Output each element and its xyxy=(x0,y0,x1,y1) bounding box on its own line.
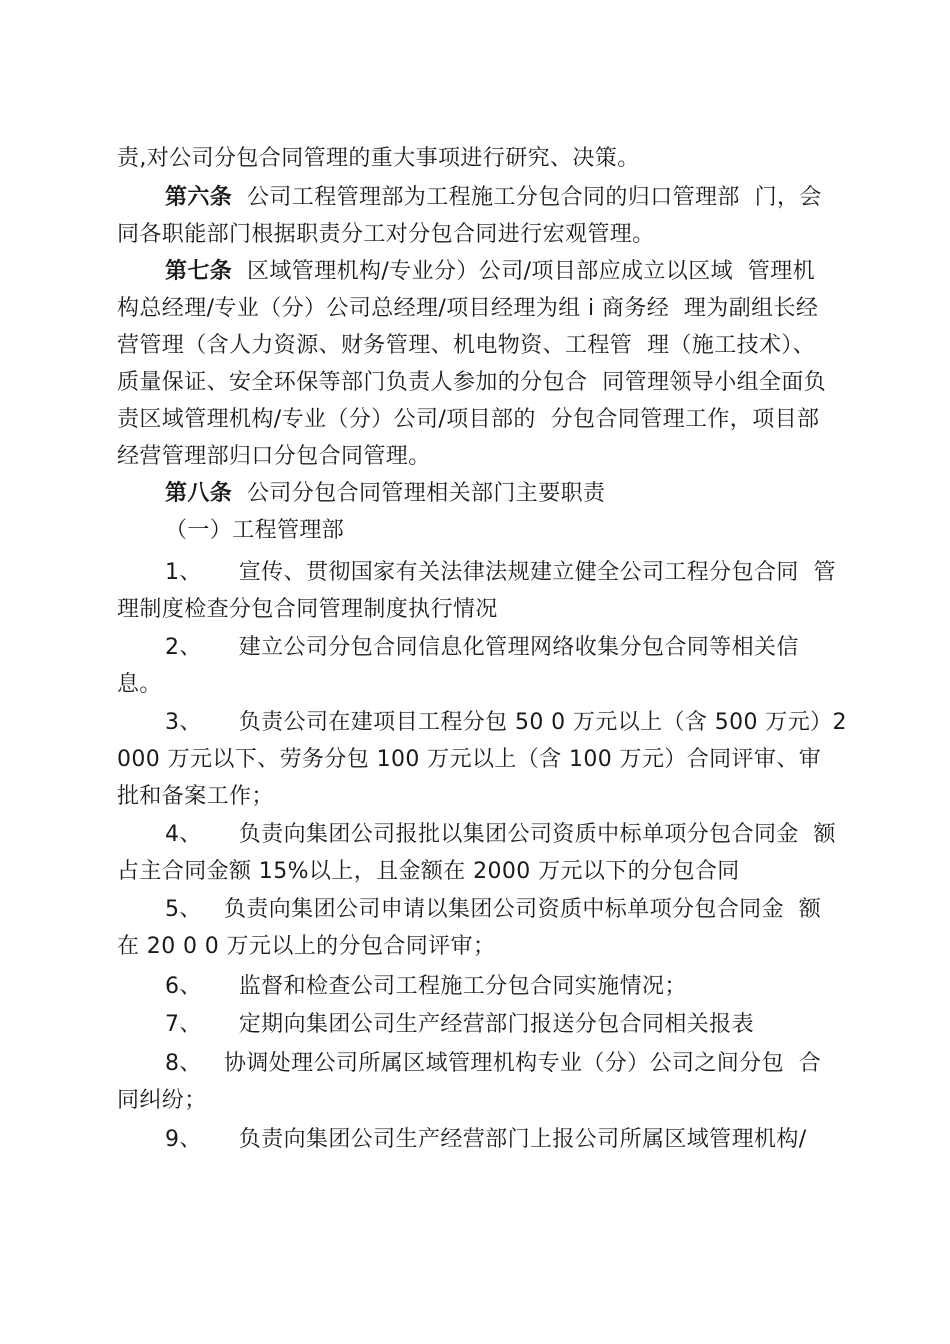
text-line xyxy=(117,857,862,887)
article-heading: 第七条 xyxy=(165,259,233,284)
line-text: 同各职能部门根据职责分工对分包合同进行宏观管理。 xyxy=(117,222,655,247)
list-item-8 xyxy=(165,1049,862,1079)
text-line xyxy=(117,595,862,625)
line-text: 1、 宣传、贯彻国家有关法律法规建立健全公司工程分包合同 管 xyxy=(165,560,836,585)
line-text: 7、 定期向集团公司生产经营部门报送分包合同相关报表 xyxy=(165,1012,754,1037)
line-text: 批和备案工作； xyxy=(117,784,274,809)
line-text: 责,对公司分包合同管理的重大事项进行研究、决策。 xyxy=(117,146,640,171)
line-text: 3、 负责公司在建项目工程分包 50 0 万元以上（含 500 万元）2 xyxy=(165,710,847,735)
line-text: 公司分包合同管理相关部门主要职责 xyxy=(232,481,606,506)
line-text: 6、 监督和检查公司工程施工分包合同实施情况； xyxy=(165,974,687,999)
line-text: 责区域管理机构/专业（分）公司/项目部的 分包合同管理工作，项目部 xyxy=(117,407,820,432)
line-text: 8、 协调处理公司所属区域管理机构专业（分）公司之间分包 合 xyxy=(165,1051,822,1076)
line-text: 5、 负责向集团公司申请以集团公司资质中标单项分包合同金 额 xyxy=(165,897,822,922)
line-text: 9、 负责向集团公司生产经营部门上报公司所属区域管理机构/ xyxy=(165,1127,807,1152)
line-text: 4、 负责向集团公司报批以集团公司资质中标单项分包合同金 额 xyxy=(165,822,836,847)
text-line xyxy=(117,368,862,398)
text-line xyxy=(117,220,862,250)
line-text: 理制度检查分包合同管理制度执行情况 xyxy=(117,597,498,622)
list-item-4 xyxy=(165,820,862,850)
line-text: 营管理（含人力资源、财务管理、机电物资、工程管 理（施工技术）、 xyxy=(117,333,816,358)
line-text: 质量保证、安全环保等部门负责人参加的分包合 同管理领导小组全面负 xyxy=(117,370,827,395)
list-item-1 xyxy=(165,558,862,588)
line-text: 构总经理/专业（分）公司总经理/项目经理为组 i 商务经 理为副组长经 xyxy=(117,296,819,321)
list-item-3 xyxy=(165,708,862,738)
text-line xyxy=(117,670,862,700)
text-line xyxy=(117,1086,862,1116)
line-text: 在 20 0 0 万元以上的分包合同评审； xyxy=(117,934,496,959)
line-text: 区域管理机构/专业分）公司/项目部应成立以区域 管理机 xyxy=(232,259,816,284)
article-heading: 第六条 xyxy=(165,185,233,210)
text-line xyxy=(117,294,862,324)
line-text: 占主合同金额 15%以上，且金额在 2000 万元以下的分包合同 xyxy=(117,859,740,884)
list-item-9 xyxy=(165,1125,862,1155)
line-text: 息。 xyxy=(117,672,162,697)
article-6-line xyxy=(165,183,862,213)
article-7-line xyxy=(165,257,862,287)
list-item-5 xyxy=(165,895,862,925)
text-line xyxy=(117,144,862,174)
list-item-6 xyxy=(165,972,862,1002)
section-heading xyxy=(165,516,862,546)
line-text: 公司工程管理部为工程施工分包合同的归口管理部 门，会 xyxy=(232,185,822,210)
list-item-7 xyxy=(165,1010,862,1040)
text-line xyxy=(117,331,862,361)
article-heading: 第八条 xyxy=(165,481,233,506)
text-line xyxy=(117,745,862,775)
text-line xyxy=(117,782,862,812)
text-line xyxy=(117,405,862,435)
line-text: （一）工程管理部 xyxy=(165,518,345,543)
line-text: 2、 建立公司分包合同信息化管理网络收集分包合同等相关信 xyxy=(165,635,799,660)
text-line xyxy=(117,932,862,962)
line-text: 经营管理部归口分包合同管理。 xyxy=(117,444,431,469)
list-item-2 xyxy=(165,633,862,663)
text-line xyxy=(117,442,862,472)
article-8-line xyxy=(165,479,862,509)
line-text: 000 万元以下、劳务分包 100 万元以上（含 100 万元）合同评审、审 xyxy=(117,747,822,772)
line-text: 同纠纷； xyxy=(117,1088,207,1113)
